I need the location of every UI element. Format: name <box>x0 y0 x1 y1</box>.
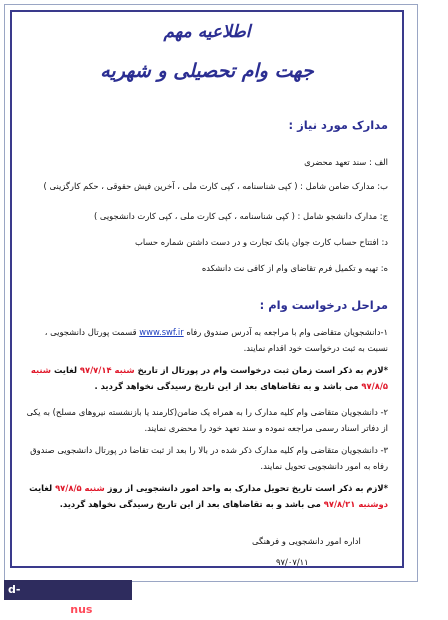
signature-office: اداره امور دانشجویی و فرهنگی <box>252 536 361 546</box>
page-subtitle: جهت وام تحصیلی و شهریه <box>100 60 314 82</box>
document-item-e: ه: تهیه و تکمیل فرم تقاضای وام از کافی نت دانشکده <box>201 263 388 273</box>
step-3: ۳- دانشجویان متقاضی وام کلیه مدارک ذکر شده در بالا را بعد از ثبت تقاضا در پورتال دانشجویی صندوق رفاه به امور دانشجویی تحویل نمایند. <box>30 445 388 471</box>
document-item-c: ج: مدارک دانشجو شامل : ( کپی شناسنامه ، کپی کارت ملی ، کپی کارت دانشجویی ) <box>93 211 388 221</box>
note-1: *لازم به ذکر است زمان ثبت درخواست وام در پورتال از تاریخ شنبه ۹۷/۷/۱۴ لغایت شنبه ۹۷/۸/۵ می باشد و به تقاضاهای بعد از این تاریخ رسیدگی نخواهد گردید . <box>30 365 388 391</box>
announcement-page <box>10 10 404 568</box>
swf-link[interactable]: www.swf.ir <box>139 327 184 337</box>
document-item-d: د: افتتاح حساب کارت جوان بانک تجارت و در دست داشتن شماره حساب <box>135 237 388 247</box>
watermark-bar: d-shahrood.nus.ac.ir <box>4 580 132 600</box>
document-item-b: ب: مدارک ضامن شامل : ( کپی شناسنامه ، کپی کارت ملی ، آخرین فیش حقوقی ، حکم کارگزینی ) <box>43 181 388 191</box>
stages-heading: مراحل درخواست وام : <box>259 298 388 312</box>
step-2: ۲- دانشجویان متقاضی وام کلیه مدارک را به همراه یک ضامن(کارمند یا بازنشسته نیروهای مسلح) به یکی از دفاتر اسناد رسمی مراجعه نموده و سند تعهد خود را محضری نمایند. <box>26 407 388 433</box>
step-1: ۱-دانشجویان متقاضی وام با مراجعه به آدرس صندوق رفاه www.swf.ir قسمت پورتال دانشجویی ، نسبت به ثبت درخواست خود اقدام نمایند. <box>44 327 388 353</box>
page-title: اطلاعیه مهم <box>163 22 251 42</box>
documents-heading: مدارک مورد نیاز : <box>288 118 388 132</box>
document-item-a: الف : سند تعهد محضری <box>304 157 388 167</box>
signature-date: ۹۷/۰۷/۱۱ <box>276 557 309 567</box>
note-2: *لازم به ذکر است تاریخ تحویل مدارک به واحد امور دانشجویی از روز شنبه ۹۷/۸/۵ لغایت دوشنبه ۹۷/۸/۲۱ می باشد و به تقاضاهای بعد از این تاریخ رسیدگی نخواهد گردید. <box>29 483 388 509</box>
